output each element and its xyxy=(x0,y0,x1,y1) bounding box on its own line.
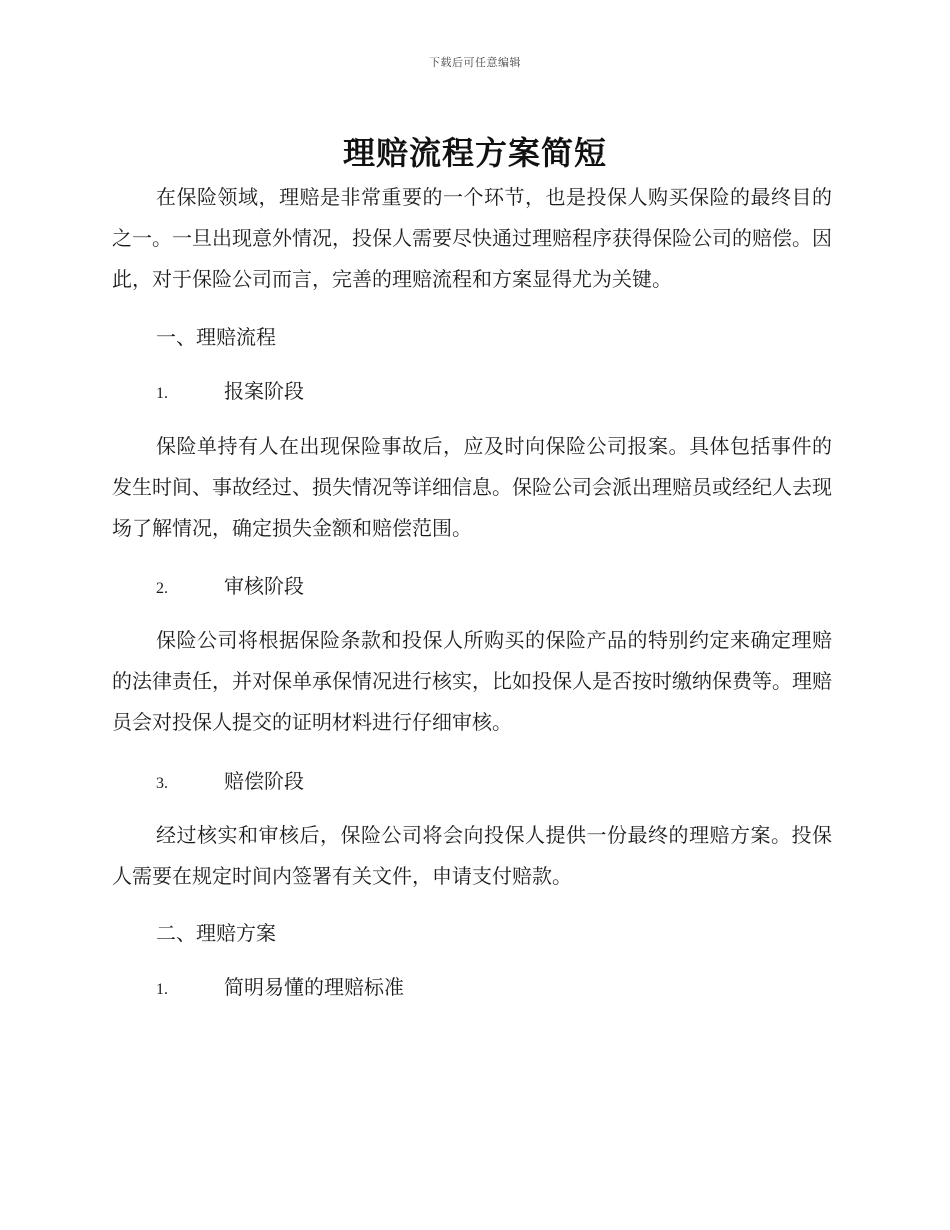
section-heading-plan: 二、理赔方案 xyxy=(156,921,276,945)
item-number: 1. xyxy=(156,385,168,402)
item-title: 报案阶段 xyxy=(224,379,304,403)
header-note: 下载后可任意编辑 xyxy=(429,56,521,69)
item-title: 审核阶段 xyxy=(224,574,304,598)
numbered-heading-compensation xyxy=(156,761,304,804)
item-title: 赔偿阶段 xyxy=(224,769,304,793)
paragraph-report: 保险单持有人在出现保险事故后，应及时向保险公司报案。具体包括事件的发生时间、事故经过、损失情况等详细信息。保险公司会派出理赔员或经纪人去现场了解情况，确定损失金额和赔偿范围。 xyxy=(112,434,832,540)
paragraph-compensation: 经过核实和审核后，保险公司将会向投保人提供一份最终的理赔方案。投保人需要在规定时间内签署有关文件，申请支付赔款。 xyxy=(112,823,832,888)
intro-paragraph: 在保险领域，理赔是非常重要的一个环节，也是投保人购买保险的最终目的之一。一旦出现意外情况，投保人需要尽快通过理赔程序获得保险公司的赔偿。因此，对于保险公司而言，完善的理赔流程和方案显得尤为关键。 xyxy=(112,185,832,291)
item-number: 3. xyxy=(156,775,168,792)
item-number: 1. xyxy=(156,981,168,998)
document-title: 理赔流程方案简短 xyxy=(342,134,607,172)
numbered-heading-standards xyxy=(156,967,404,1010)
numbered-heading-report xyxy=(156,371,304,414)
paragraph-review: 保险公司将根据保险条款和投保人所购买的保险产品的特别约定来确定理赔的法律责任，并对保单承保情况进行核实，比如投保人是否按时缴纳保费等。理赔员会对投保人提交的证明材料进行仔细审核。 xyxy=(112,628,832,734)
item-title: 简明易懂的理赔标准 xyxy=(224,975,404,999)
item-number: 2. xyxy=(156,580,168,597)
numbered-heading-review xyxy=(156,566,304,609)
section-heading-process: 一、理赔流程 xyxy=(156,325,276,349)
